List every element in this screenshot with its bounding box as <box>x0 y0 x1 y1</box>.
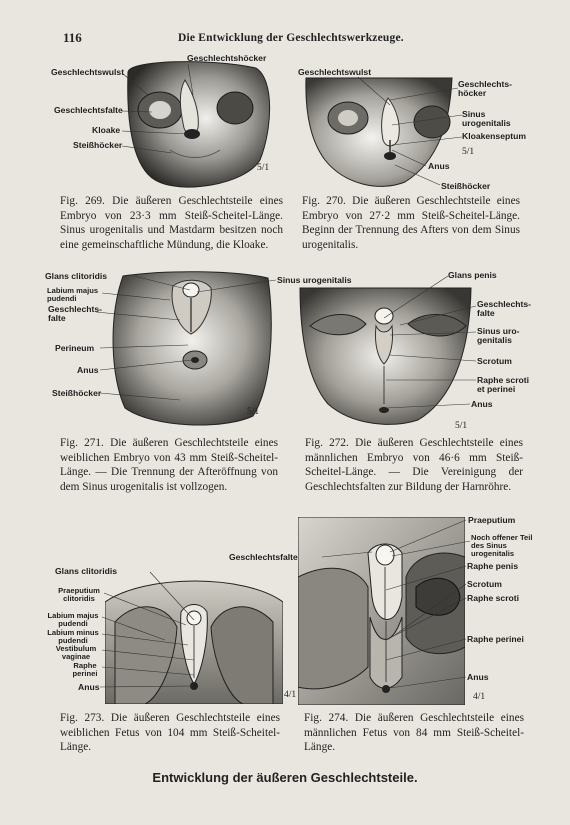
fig270-caption: Fig. 270. Die äußeren Geschlechtsteile eines Embryo von 27·2 mm Steiß-Scheitel-Länge. Beginn der Trennung des Afters von dem Sinus urogenitalis. <box>302 195 520 251</box>
fig271-label-labium-majus-pudendi: Labium majus pudendi <box>47 286 99 303</box>
page-footer-title: Entwicklung der äußeren Geschlechtsteile. <box>152 770 418 785</box>
fig272-scale: 5/1 <box>455 421 468 431</box>
fig273-label-anus: Anus <box>78 682 100 692</box>
fig272-label-scrotum: Scrotum <box>477 356 512 366</box>
fig270-label-geschlechtshoecker: Geschlechts-höcker <box>458 79 512 99</box>
fig270-scale: 5/1 <box>462 147 475 157</box>
figure-273-illustration <box>105 572 283 704</box>
fig269-label-steisshoecker: Steißhöcker <box>73 140 123 150</box>
fig271-caption: Fig. 271. Die äußeren Geschlechtsteile eines weiblichen Embryo von 43 mm Steiß-Scheitel-Länge. — Die Trennung der Afteröffnung von dem Sinus urogenitalis ist vollzogen. <box>60 437 278 493</box>
fig273-label-vestibulum-vaginae: Vestibulum vaginae <box>55 644 97 661</box>
fig271-scale: 5/1 <box>247 407 260 417</box>
fig269-label-geschlechtshoecker: Geschlechtshöcker <box>187 53 267 63</box>
page-number: 116 <box>63 30 82 45</box>
fig274-label-anus: Anus <box>467 672 489 682</box>
fig271-label-perineum: Perineum <box>55 343 95 353</box>
fig274-caption: Fig. 274. Die äußeren Geschlechtsteile eines männlichen Fetus von 84 mm Steiß-Scheitel-Länge. <box>304 712 524 754</box>
fig274-label-raphe-perinei: Raphe perinei <box>467 634 524 644</box>
fig269-label-geschlechtsfalte: Geschlechtsfalte <box>54 105 123 115</box>
fig274-label-raphe-penis: Raphe penis <box>467 561 519 571</box>
fig272-label-raphe-scroti-et-perinei: Raphe scroti et perinei <box>477 375 530 395</box>
fig270-label-geschlechtswulst: Geschlechtswulst <box>298 67 372 77</box>
fig273-label-glans-clitoridis: Glans clitoridis <box>55 566 118 576</box>
fig269-caption: Fig. 269. Die äußeren Geschlechtsteile eines Embryo von 23·3 mm Steiß-Scheitel-Länge. Sinus urogenitalis und Mastdarm besitzen noch eine gemeinschaftliche Mündung, die Kloake. <box>60 195 283 251</box>
fig273-label-praeputium-clitoridis: Praeputium clitoridis <box>58 586 100 603</box>
figure-271-illustration <box>103 268 278 428</box>
figure-272-illustration <box>298 286 473 428</box>
fig270-label-kloakenseptum: Kloakenseptum <box>462 131 526 141</box>
fig274-label-sinus-urogenitalis: Noch offener Teil des Sinus urogenitalis <box>471 533 533 558</box>
fig271-label-steisshoecker: Steißhöcker <box>52 388 102 398</box>
fig269-label-kloake: Kloake <box>92 125 121 135</box>
fig269-label-geschlechtswulst: Geschlechtswulst <box>51 67 125 77</box>
fig270-label-anus: Anus <box>428 161 450 171</box>
fig273-label-labium-minus-pudendi: Labium minus pudendi <box>47 628 99 645</box>
fig270-label-steisshoecker: Steißhöcker <box>441 181 491 191</box>
figure-270-illustration <box>298 67 460 190</box>
fig272-label-anus: Anus <box>471 399 493 409</box>
fig273-label-raphe-perinei: Raphe perinei <box>72 661 98 678</box>
fig272-caption: Fig. 272. Die äußeren Geschlechtsteile eines männlichen Embryo von 46·6 mm Steiß-Scheitel-Länge. — Die Vereinigung der Geschlechtsfalten zur Bildung der Harnröhre. <box>305 437 523 493</box>
fig273-label-labium-majus-pudendi: Labium majus pudendi <box>47 611 99 628</box>
fig271-label-geschlechtsfalte: Geschlechts-falte <box>48 304 102 324</box>
fig274-label-raphe-scroti: Raphe scroti <box>467 593 520 603</box>
fig271-label-glans-clitoridis: Glans clitoridis <box>45 271 108 281</box>
fig274-label-scrotum: Scrotum <box>467 579 502 589</box>
fig271-label-anus: Anus <box>77 365 99 375</box>
fig271-label-sinus-urogenitalis: Sinus urogenitalis <box>277 275 352 285</box>
fig274-scale: 4/1 <box>473 692 486 702</box>
fig269-scale: 5/1 <box>257 163 270 173</box>
fig273-caption: Fig. 273. Die äußeren Geschlechtsteile eines weiblichen Fetus von 104 mm Steiß-Scheitel-Länge. <box>60 712 280 754</box>
fig274-label-geschlechtsfalte: Geschlechtsfalte <box>229 552 298 562</box>
fig272-label-sinus-urogenitalis: Sinus uro-genitalis <box>477 326 520 346</box>
figure-274-illustration <box>298 517 465 705</box>
fig272-label-glans-penis: Glans penis <box>448 270 497 280</box>
fig274-label-praeputium: Praeputium <box>468 515 516 525</box>
fig270-label-sinus-urogenitalis: Sinus urogenitalis <box>462 109 511 129</box>
fig273-scale: 4/1 <box>284 690 297 700</box>
fig272-label-geschlechtsfalte: Geschlechts-falte <box>477 299 531 319</box>
running-title: Die Entwicklung der Geschlechtswerkzeuge. <box>178 32 404 44</box>
